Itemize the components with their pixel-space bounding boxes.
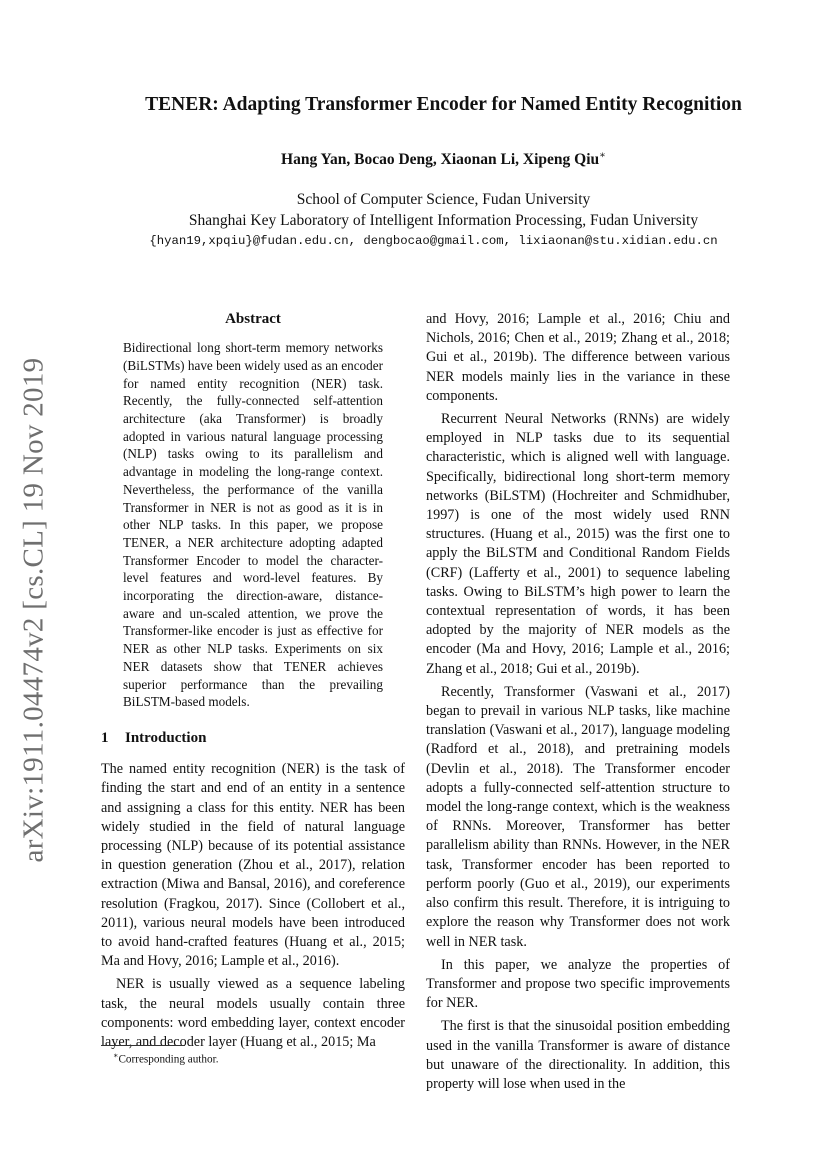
footnote bbox=[113, 1051, 219, 1066]
left-column bbox=[101, 310, 405, 1052]
author-emails: {hyan19,xpqiu}@fudan.edu.cn, dengbocao@gmail.com, lixiaonan@stu.xidian.edu.cn bbox=[149, 234, 718, 248]
intro-paragraph-2: NER is usually viewed as a sequence labeling task, the neural models usually contain three components: word embedding layer, context encoder layer, and decoder layer (Huang et al., 2015; Ma bbox=[101, 976, 405, 1051]
footnote-text: Corresponding author. bbox=[118, 1053, 219, 1066]
affiliation-1: School of Computer Science, Fudan University bbox=[296, 191, 591, 208]
abstract-text: Bidirectional long short-term memory networks (BiLSTMs) have been widely used as an encoder for named entity recognition (NER) task. Recently, the fully-connected self-attention architecture (aka Transformer) is broadly adopted in various natural language processing (NLP) tasks owing to its parallelism and advantage in modeling the long-range context. Nevertheless, the performance of the vanilla Transformer in NER is not as good as it is in other NLP tasks. In this paper, we propose TENER, a NER architecture adopting adapted Transformer Encoder to model the character-level features and word-level features. By incorporating the direction-aware, distance-aware and un-scaled attention, we prove the Transformer-like encoder is just as effective for NER as other NLP tasks. Experiments on six NER datasets show that TENER achieves superior performance than the prevailing BiLSTM-based models. bbox=[123, 340, 383, 710]
affiliation-2: Shanghai Key Laboratory of Intelligent Information Processing, Fudan University bbox=[188, 212, 699, 229]
arxiv-identifier-sidebar bbox=[16, 357, 52, 863]
footnote-mark: ∗ bbox=[113, 1051, 119, 1060]
footnote-rule bbox=[101, 1045, 185, 1046]
intro-paragraph-4: Recently, Transformer (Vaswani et al., 2017) began to prevail in various NLP tasks, like machine translation (Vaswani et al., 2017), language modeling (Radford et al., 2018), and pretraining models (Devlin et al., 2018). The Transformer encoder adopts a fully-connected self-attention structure to model the long-range context, which is the weakness of RNNs. Moreover, Transformer has better parallelism ability than RNNs. However, in the NER task, Transformer encoder has been reported to perform poorly (Guo et al., 2019), our experiments also confirm this result. Therefore, it is intriguing to explore the reason why Transformer does not work well in NER task. bbox=[426, 683, 730, 950]
intro-paragraph-3: Recurrent Neural Networks (RNNs) are widely employed in NLP tasks due to its sequential characteristic, which is aligned well with language. Specifically, bidirectional long short-term memory networks (BiLSTM) (Hochreiter and Schmidhuber, 1997) is one of the most widely used RNN structures. (Huang et al., 2015) was the first one to apply the BiLSTM and Conditional Random Fields (CRF) (Lafferty et al., 2001) to sequence labeling tasks. Owing to BiLSTM’s high power to learn the contextual representation of words, it has been adopted by the majority of NER models as the encoder (Ma and Hovy, 2016; Lample et al., 2016; Zhang et al., 2018; Gui et al., 2019b). bbox=[426, 411, 730, 677]
author-names: Hang Yan, Bocao Deng, Xiaonan Li, Xipeng Qiu bbox=[281, 151, 600, 169]
right-column bbox=[426, 310, 730, 1094]
intro-paragraph-5: In this paper, we analyze the properties of Transformer and propose two specific improvements for NER. bbox=[426, 956, 730, 1012]
affiliations bbox=[60, 189, 827, 231]
section-title: Introduction bbox=[125, 729, 207, 746]
intro-paragraph-2-continued: and Hovy, 2016; Lample et al., 2016; Chiu and Nichols, 2016; Chen et al., 2019; Zhang et al., 2018; Gui et al., 2019b). The difference between various NER models mainly lies in the variance in these components. bbox=[426, 311, 730, 404]
author-list bbox=[60, 150, 827, 169]
intro-paragraph-6: The first is that the sinusoidal position embedding used in the vanilla Transformer is aware of distance but unaware of the directionality. In addition, this property will lose when used in the bbox=[426, 1018, 730, 1092]
abstract-heading: Abstract bbox=[225, 311, 281, 327]
author-footnote-mark: ∗ bbox=[599, 150, 606, 161]
section-heading-introduction bbox=[101, 729, 405, 748]
intro-paragraph-1: The named entity recognition (NER) is the task of finding the start and end of an entity in a sentence and assigning a class for this entity. NER has been widely studied in the field of natural language processing (NLP) because of its potential assistance in question generation (Zhou et al., 2017), relation extraction (Miwa and Bansal, 2016), and coreference resolution (Fragkou, 2017). Since (Collobert et al., 2011), various neural models have been introduced to avoid hand-crafted features (Huang et al., 2015; Ma and Hovy, 2016; Lample et al., 2016). bbox=[101, 761, 405, 970]
section-number: 1 bbox=[101, 729, 109, 746]
arxiv-identifier: arXiv:1911.04474v2 [cs.CL] 19 Nov 2019 bbox=[17, 357, 50, 863]
paper-title: TENER: Adapting Transformer Encoder for Named Entity Recognition bbox=[145, 94, 742, 115]
